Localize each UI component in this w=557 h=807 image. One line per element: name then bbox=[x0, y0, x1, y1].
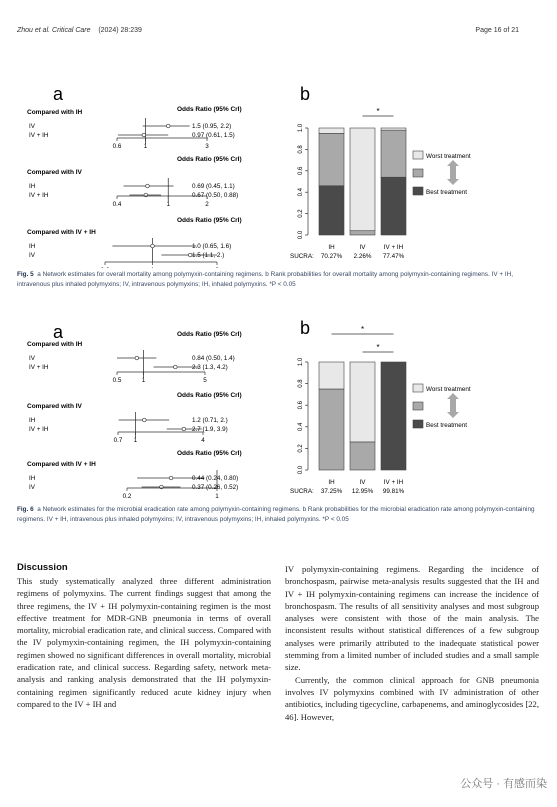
fig6-caption: Fig. 6 a Network estimates for the microbial eradication rate among polymyxin-containing regimens. b Rank probabilities for the microbial eradication rate among polymyxin-containing regimens. IV + IH, intravenous plus inhaled polymyxins; IV, intravenous polymyxins; IH, inhaled polymyxins. *P < 0.05 bbox=[17, 506, 535, 523]
forest-comparison-title: Compared with IV + IH bbox=[27, 461, 96, 468]
discussion-paragraph-2: IV polymyxin-containing regimens. Regarding the incidence of bronchospasm, pairwise meta-analysis results suggested that the IH and IV + IH polymyxin-containing regimens can increase the incidence of bronchospasm. The results of all sensitivity analyses and most subgroup analyses were consistent with those of the main analysis. The inconsistent results without statistical differences of a few subgroup analyses were primarily attributed to the inadequate statistical power stemming from a limited number of included studies and a small sample size. bbox=[285, 564, 539, 673]
rank-bar-segment bbox=[319, 128, 344, 133]
forest-comparison-title: Compared with IH bbox=[27, 109, 83, 116]
rank-sucra-value: 99.81% bbox=[382, 488, 405, 495]
discussion-right-column bbox=[285, 563, 539, 723]
rank-y-tick-label: 0.0 bbox=[298, 465, 304, 475]
significance-star: * bbox=[360, 325, 365, 334]
rank-sucra-value: 12.95% bbox=[351, 488, 374, 495]
forest-point bbox=[135, 356, 139, 360]
rank-bar-segment bbox=[319, 389, 344, 470]
forest-tick-label bbox=[151, 267, 155, 268]
rank-y-tick-label: 0.2 bbox=[298, 444, 304, 453]
rank-bar-segment bbox=[319, 362, 344, 389]
discussion-paragraph-3: Currently, the common clinical approach for GNB pneumonia involves IV polymyxins combined with IV administration of other antibiotics, including tigecycline, carbapenems, and aminoglycosides [22, 46]. However, bbox=[285, 674, 539, 722]
forest-or-value: 2.7 (1.9, 3.9) bbox=[192, 426, 228, 433]
forest-tick-label: 2 bbox=[205, 201, 209, 208]
rank-category-label: IV + IH bbox=[383, 479, 404, 486]
rank-category-label: IH bbox=[328, 244, 335, 251]
forest-or-header: Odds Ratio (95% CrI) bbox=[177, 392, 242, 399]
forest-point bbox=[166, 124, 170, 128]
rank-bar-segment bbox=[350, 231, 375, 235]
forest-tick-label: 0.5 bbox=[112, 377, 122, 384]
forest-tick-label: 0.6 bbox=[112, 143, 122, 150]
forest-tick-label: 1 bbox=[166, 201, 170, 208]
forest-row-label: IV bbox=[29, 252, 35, 259]
rank-bar-segment bbox=[381, 177, 406, 235]
rank-y-tick-label: 1.0 bbox=[298, 123, 304, 133]
forest-or-value: 0.97 (0.61, 1.5) bbox=[192, 132, 235, 139]
fig5-panel-a-letter: a bbox=[53, 84, 64, 104]
legend-label: Best treatment bbox=[426, 189, 467, 196]
rank-sucra-label: SUCRA: bbox=[290, 253, 314, 260]
forest-or-value: 1.5 (0.95, 2.2) bbox=[192, 123, 232, 130]
forest-point bbox=[142, 133, 146, 137]
fig6-forest-plot bbox=[17, 312, 282, 507]
fig5-rank-chart bbox=[282, 78, 547, 273]
forest-or-header: Odds Ratio (95% CrI) bbox=[177, 156, 242, 163]
rank-direction-arrow-icon bbox=[447, 393, 459, 418]
forest-or-value: 0.37 (0.26, 0.52) bbox=[192, 484, 239, 491]
forest-point bbox=[151, 244, 155, 248]
forest-row-label: IH bbox=[29, 475, 36, 482]
forest-or-header: Odds Ratio (95% CrI) bbox=[177, 217, 242, 224]
discussion-paragraph-1: This study systematically analyzed three different administration regimens of polymyxins. The current findings suggest that among the three regimens, the IV + IH polymyxin-containing regimen is the most effective treatment for MDR-GNB pneumonia in terms of overall mortality, microbial eradication rate, and clinical success. Compared with the IV polymyxin-containing regimen, the IH polymyxin-containing regimen showed no significant differences in overall mortality, microbial eradication rate, and clinical success. Regarding safety, network meta-analysis and ranking analysis demonstrated that the IH polymyxin-containing regimen significantly reduced acute kidney injury when compared to the IV + IH and bbox=[17, 576, 271, 709]
rank-y-tick-label: 1.0 bbox=[298, 357, 304, 367]
forest-row-label: IV + IH bbox=[29, 132, 49, 139]
forest-or-value: 1.5 (1.1, 2.) bbox=[192, 252, 225, 259]
forest-tick-label: 3 bbox=[205, 143, 209, 150]
fig6-rank-chart bbox=[282, 312, 547, 504]
legend-label: Worst treatment bbox=[426, 386, 471, 393]
forest-row-label: IH bbox=[29, 417, 36, 424]
forest-tick-label: 5 bbox=[203, 377, 207, 384]
running-header-citation: Zhou et al. Critical Care (2024) 28:239 bbox=[17, 27, 142, 34]
forest-point bbox=[174, 365, 178, 369]
forest-tick-label: 0.4 bbox=[112, 201, 122, 208]
rank-sucra-value: 37.25% bbox=[320, 488, 343, 495]
rank-bar-segment bbox=[381, 362, 406, 470]
forest-tick-label: 1 bbox=[133, 437, 138, 444]
rank-y-tick-label: 0.2 bbox=[298, 209, 304, 218]
forest-comparison-title: Compared with IH bbox=[27, 341, 83, 348]
rank-y-tick-label: 0.4 bbox=[298, 422, 304, 431]
forest-or-value: 1.0 (0.65, 1.6) bbox=[192, 243, 232, 250]
forest-or-value: 0.67 (0.50, 0.88) bbox=[192, 192, 239, 199]
rank-bar-segment bbox=[350, 442, 375, 470]
rank-y-tick-label: 0.6 bbox=[298, 401, 304, 410]
rank-sucra-label: SUCRA: bbox=[290, 488, 314, 495]
forest-row-label: IH bbox=[29, 243, 36, 250]
forest-or-value: 0.44 (0.24, 0.80) bbox=[192, 475, 239, 482]
forest-tick-label: 1 bbox=[215, 493, 219, 500]
forest-or-value: 0.84 (0.50, 1.4) bbox=[192, 355, 235, 362]
rank-category-label: IV + IH bbox=[383, 244, 404, 251]
rank-bar-segment bbox=[319, 186, 344, 235]
forest-tick-label: 4 bbox=[201, 437, 205, 444]
forest-tick-label: 1 bbox=[143, 143, 148, 150]
forest-tick-label: 0.2 bbox=[122, 493, 132, 500]
fig5-panel-b-letter: b bbox=[300, 84, 311, 104]
forest-row-label: IV bbox=[29, 355, 35, 362]
legend-swatch bbox=[413, 420, 423, 428]
rank-bar-segment bbox=[350, 362, 375, 442]
significance-star: * bbox=[376, 107, 380, 116]
rank-bar-segment bbox=[381, 130, 406, 177]
forest-point bbox=[142, 418, 146, 422]
forest-or-value: 1.2 (0.71, 2.) bbox=[192, 417, 228, 424]
rank-category-label: IV bbox=[359, 479, 366, 486]
rank-category-label: IH bbox=[328, 479, 335, 486]
forest-or-value: 0.69 (0.45, 1.1) bbox=[192, 183, 235, 190]
fig5-caption: Fig. 5 a Network estimates for overall mortality among polymyxin-containing regimens. b Rank probabilities for overall mortality among polymyxin-containing regimens. IV + IH, intravenous plus inhaled polymyxins; IV, intravenous polymyxins; IH, inhaled polymyxins. *P < 0.05 bbox=[17, 271, 514, 288]
forest-row-label: IV + IH bbox=[29, 426, 49, 433]
rank-y-tick-label: 0.4 bbox=[298, 188, 304, 197]
fig5-forest-plot bbox=[17, 78, 282, 268]
fig6-panel-b-letter: b bbox=[300, 318, 311, 338]
forest-row-label: IV bbox=[29, 484, 35, 491]
forest-comparison-title: Compared with IV bbox=[27, 403, 82, 410]
legend-swatch bbox=[413, 187, 423, 195]
rank-y-tick-label: 0.8 bbox=[298, 379, 304, 388]
rank-y-tick-label: 0.0 bbox=[298, 230, 304, 240]
forest-row-label: IV bbox=[29, 123, 35, 130]
rank-sucra-value: 2.26% bbox=[353, 253, 372, 260]
legend-swatch bbox=[413, 169, 423, 177]
forest-point bbox=[169, 476, 173, 480]
legend-swatch bbox=[413, 402, 423, 410]
rank-sucra-value: 70.27% bbox=[320, 253, 343, 260]
forest-tick-label bbox=[215, 267, 219, 268]
legend-swatch bbox=[413, 384, 423, 392]
discussion-left-column bbox=[17, 575, 271, 710]
discussion-heading: Discussion bbox=[17, 562, 68, 573]
forest-tick-label bbox=[101, 267, 110, 268]
forest-comparison-title: Compared with IV bbox=[27, 169, 82, 176]
forest-or-value: 2.3 (1.3, 4.2) bbox=[192, 364, 228, 371]
forest-row-label: IV + IH bbox=[29, 364, 49, 371]
forest-or-header: Odds Ratio (95% CrI) bbox=[177, 331, 242, 338]
legend-label: Worst treatment bbox=[426, 153, 471, 160]
forest-or-header: Odds Ratio (95% CrI) bbox=[177, 106, 242, 113]
forest-tick-label: 1 bbox=[141, 377, 146, 384]
rank-y-tick-label: 0.8 bbox=[298, 145, 304, 154]
forest-row-label: IV + IH bbox=[29, 192, 49, 199]
rank-bar-segment bbox=[381, 128, 406, 130]
rank-bar-segment bbox=[350, 128, 375, 231]
significance-star: * bbox=[376, 343, 380, 352]
rank-direction-arrow-icon bbox=[447, 160, 459, 185]
legend-swatch bbox=[413, 151, 423, 159]
rank-sucra-value: 77.47% bbox=[382, 253, 405, 260]
forest-comparison-title: Compared with IV + IH bbox=[27, 229, 96, 236]
watermark: 公众号 · 有感而染 bbox=[460, 778, 547, 790]
forest-point bbox=[146, 184, 150, 188]
forest-tick-label: 0.7 bbox=[113, 437, 123, 444]
rank-bar-segment bbox=[319, 133, 344, 185]
page-number: Page 16 of 21 bbox=[475, 27, 519, 34]
fig6-panel-a-letter: a bbox=[53, 322, 64, 342]
legend-label: Best treatment bbox=[426, 422, 467, 429]
forest-row-label: IH bbox=[29, 183, 36, 190]
rank-category-label: IV bbox=[359, 244, 366, 251]
forest-point bbox=[182, 427, 186, 431]
forest-or-header: Odds Ratio (95% CrI) bbox=[177, 450, 242, 457]
rank-y-tick-label: 0.6 bbox=[298, 166, 304, 175]
